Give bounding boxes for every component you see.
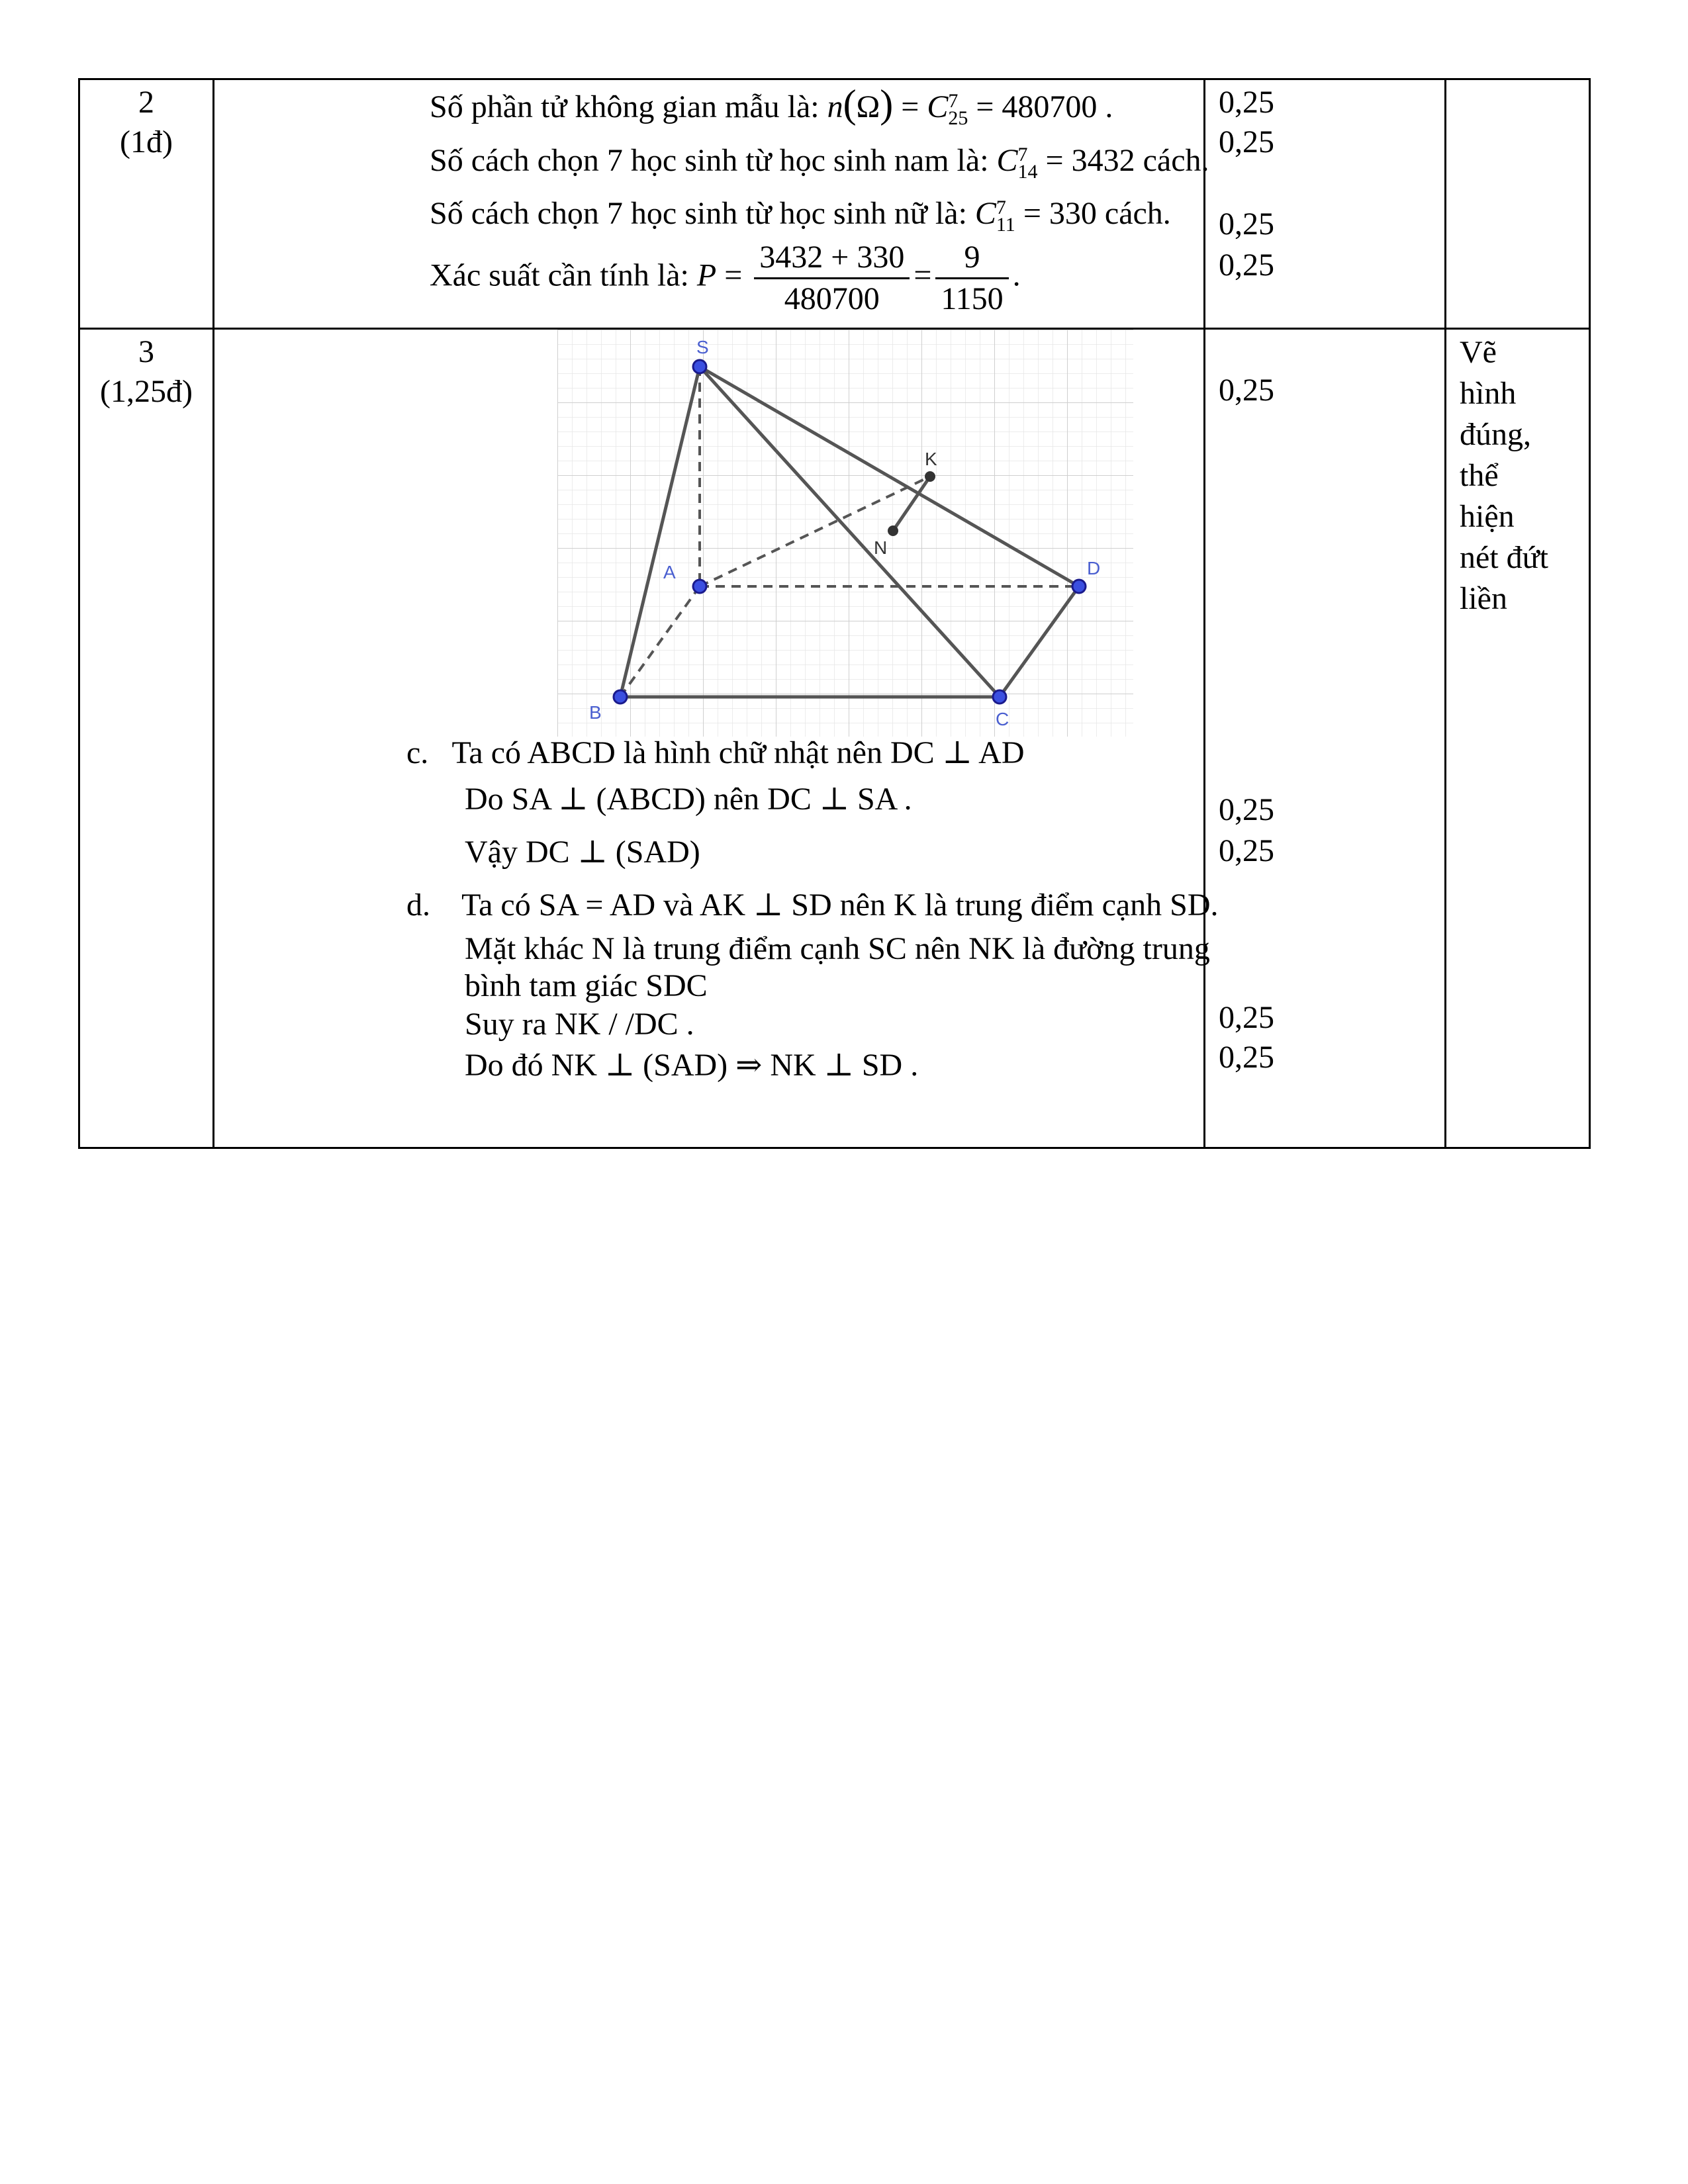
- label-K: K: [925, 449, 937, 469]
- pyramid-figure: [557, 330, 1133, 737]
- score-value: 0,25: [1219, 373, 1274, 408]
- label-A: A: [663, 562, 676, 582]
- point-D: [1072, 580, 1086, 593]
- solution-cell: [214, 329, 1219, 1148]
- solution-line: d. Ta có SA = AD và AK ⊥ SD nên K là trung điểm cạnh SD.: [406, 887, 1219, 923]
- point-A: [693, 580, 706, 593]
- question-points: (1đ): [120, 124, 173, 159]
- question-number: 3: [138, 334, 154, 369]
- score-value: 0,25: [1219, 248, 1274, 283]
- solution-line: Số phần tử không gian mẫu là: n(Ω) = C 7 25 = 480700 .: [430, 82, 1113, 129]
- point-B: [614, 690, 627, 704]
- score-value: 0,25: [1219, 124, 1274, 159]
- score-value: 0,25: [1219, 1040, 1274, 1075]
- note-cell: [1446, 79, 1590, 329]
- table-row: [79, 79, 1590, 329]
- answer-table: [78, 78, 1591, 1149]
- score-cell: [1205, 329, 1446, 1148]
- point-N: [888, 525, 898, 536]
- question-number-cell: [79, 79, 214, 329]
- label-C: C: [996, 709, 1009, 729]
- score-value: 0,25: [1219, 833, 1274, 868]
- fraction: $\frac{3432 + 330}{480700}$: [754, 238, 910, 319]
- figure-grid: [557, 330, 1133, 737]
- label-N: N: [874, 537, 888, 558]
- solution-line: Do SA ⊥ (ABCD) nên DC ⊥ SA .: [465, 782, 912, 817]
- point-C: [993, 690, 1006, 704]
- point-S: [693, 360, 706, 373]
- score-value: 0,25: [1219, 1000, 1274, 1035]
- score-value: 0,25: [1219, 792, 1274, 827]
- solution-line: Vậy DC ⊥ (SAD): [465, 835, 700, 870]
- score-value: 0,25: [1219, 85, 1274, 120]
- grading-note: Vẽ hình đúng, thể hiện nét đứt liền: [1460, 335, 1548, 616]
- solution-line: Mặt khác N là trung điểm cạnh SC nên NK là đường trung: [465, 931, 1210, 966]
- question-points: (1,25đ): [100, 374, 193, 409]
- solution-line: Xác suất cần tính là: P = $\frac{3432 + 330}{480700}$ = $\frac{9}{1150}$ .: [430, 238, 1021, 319]
- label-S: S: [696, 337, 709, 357]
- solution-line: Do đó NK ⊥ (SAD) ⇒ NK ⊥ SD .: [465, 1048, 919, 1083]
- solution-line: Số cách chọn 7 học sinh từ học sinh nữ là: C 7 11 = 330 cách.: [430, 196, 1171, 236]
- label-D: D: [1087, 558, 1101, 578]
- solution-line: Suy ra NK / /DC .: [465, 1007, 694, 1042]
- point-K: [925, 471, 935, 482]
- solution-line: bình tam giác SDC: [465, 968, 708, 1003]
- solution-cell: [214, 79, 1209, 329]
- question-number: 2: [138, 85, 154, 120]
- solution-line: c. Ta có ABCD là hình chữ nhật nên DC ⊥ AD: [406, 735, 1025, 770]
- solution-line: Số cách chọn 7 học sinh từ học sinh nam là: C 7 14 = 3432 cách.: [430, 143, 1209, 183]
- fraction: $\frac{9}{1150}$: [935, 238, 1008, 319]
- label-B: B: [589, 702, 602, 723]
- score-cell: [1205, 79, 1446, 329]
- question-number-cell: [79, 329, 214, 1148]
- note-cell: [1446, 329, 1590, 1148]
- table-row: [79, 329, 1590, 1148]
- score-value: 0,25: [1219, 206, 1274, 242]
